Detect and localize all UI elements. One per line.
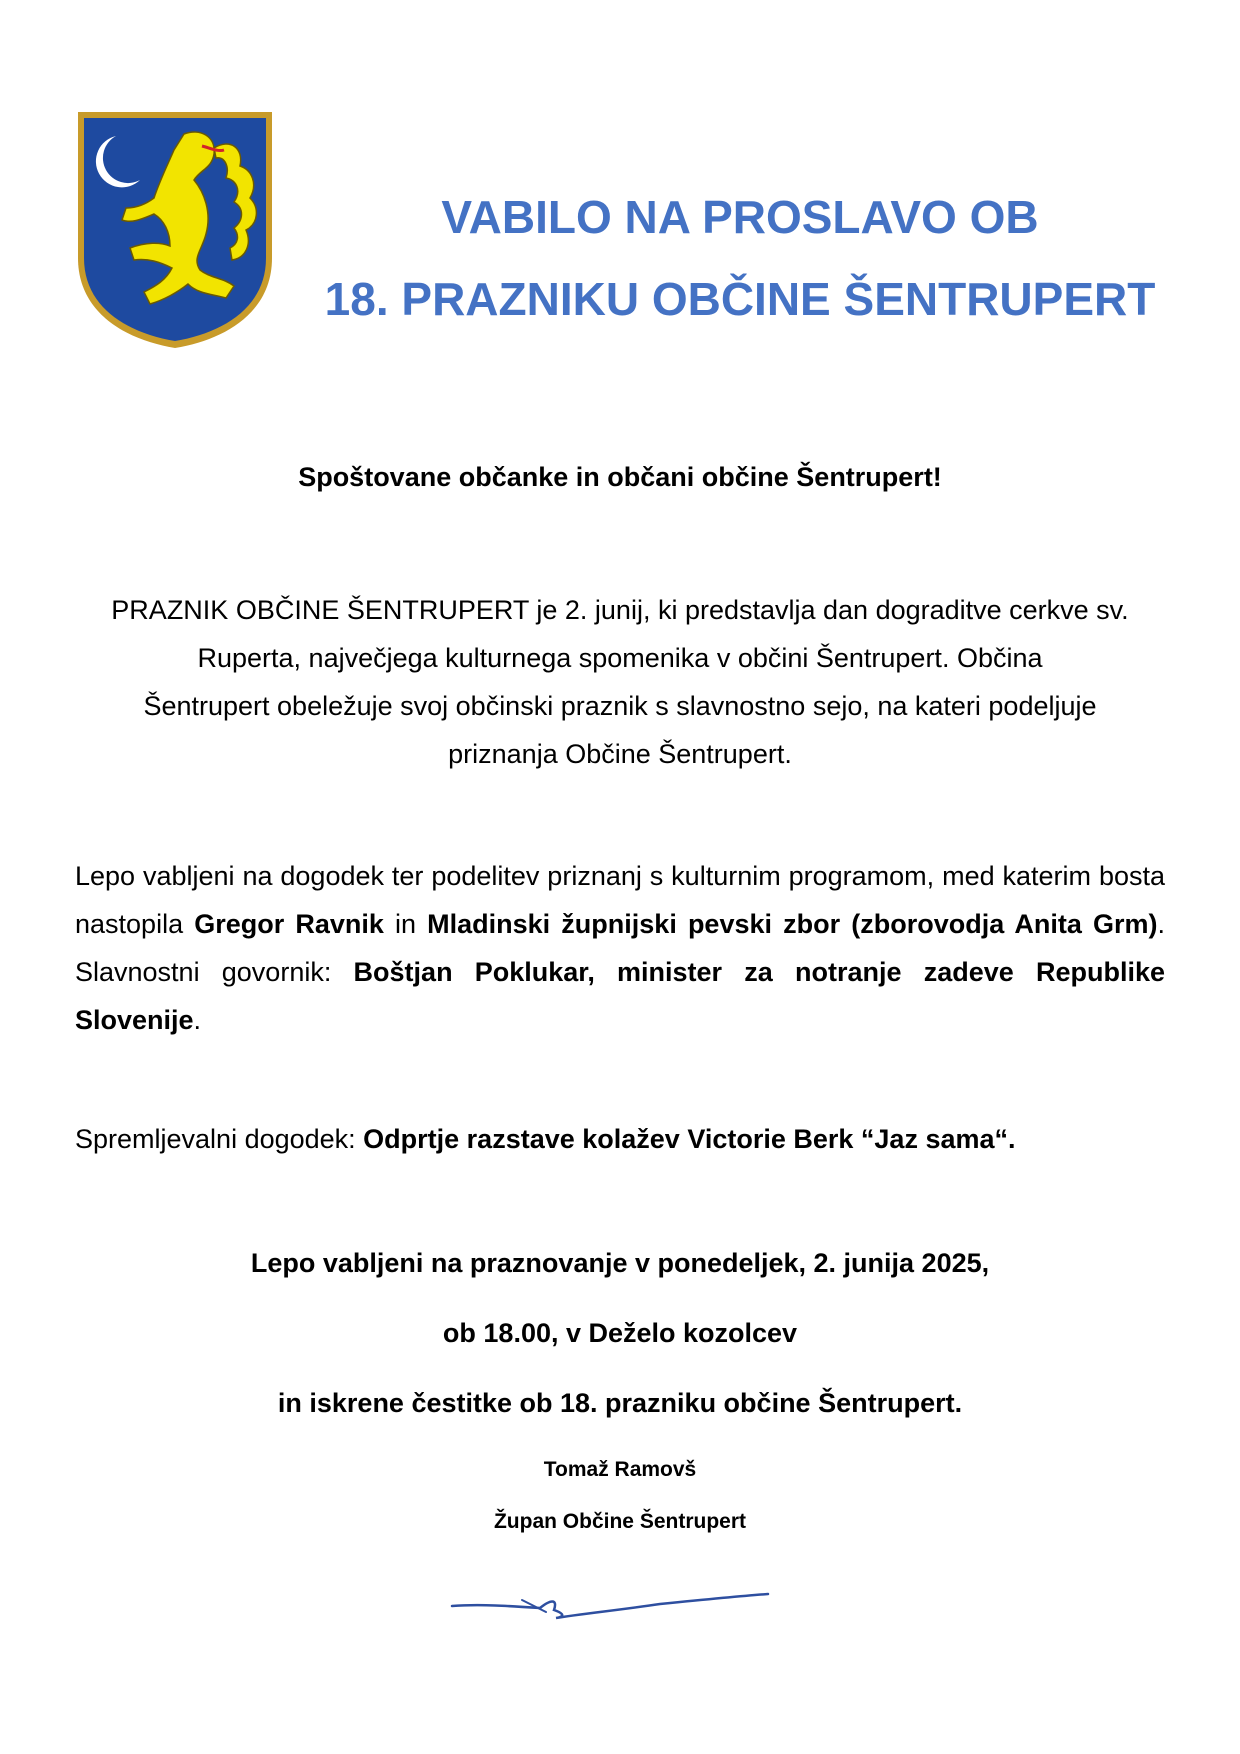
greeting: Spoštovane občanke in občani občine Šentrupert! (298, 462, 942, 492)
intro-paragraph (70, 586, 1170, 778)
coat-of-arms-icon (74, 108, 276, 352)
invite-text-4: . (193, 1005, 202, 1035)
invite-text-3: . Slavnostni govornik: (75, 909, 1165, 987)
signatory-role: Župan Občine Šentrupert (493, 1510, 747, 1533)
intro-line-3: Šentrupert obeležuje svoj občinski praznik s slavnostno sejo, na kateri podeljuje (143, 691, 1097, 721)
intro-line-2: Ruperta, največjega kulturnega spomenika v občini Šentrupert. Občina (197, 643, 1043, 673)
performer-gregor-ravnik: Gregor Ravnik (194, 909, 384, 939)
invite-text-2: in (383, 909, 428, 939)
closing-line-2: ob 18.00, v Deželo kozolcev (442, 1318, 798, 1348)
invitation-paragraph (75, 852, 1165, 1044)
handwritten-signature (450, 1582, 770, 1622)
keynote-speaker: Boštjan Poklukar, minister za notranje zadeve Republike Slovenije (75, 957, 1165, 1035)
side-event-value: Odprtje razstave kolažev Victorie Berk “Jaz sama“. (363, 1124, 1016, 1154)
signatory-name: Tomaž Ramovš (543, 1458, 697, 1481)
invitation-title (280, 176, 1200, 340)
side-event (75, 1124, 1175, 1155)
intro-line-4: priznanja Občine Šentrupert. (448, 739, 792, 769)
performer-choir: Mladinski župnijski pevski zbor (zborovodja Anita Grm) (427, 909, 1158, 939)
intro-line-1: PRAZNIK OBČINE ŠENTRUPERT je 2. junij, ki predstavlja dan dograditve cerkve sv. (111, 595, 1129, 625)
closing-line-1: Lepo vabljeni na praznovanje v ponedeljek, 2. junija 2025, (250, 1248, 990, 1278)
side-event-label: Spremljevalni dogodek: (75, 1124, 364, 1154)
title-line-1: VABILO NA PROSLAVO OB (441, 191, 1039, 243)
invite-text-1: Lepo vabljeni na dogodek ter podelitev priznanj s kulturnim programom, med katerim bosta nastopila (75, 861, 1165, 939)
closing-line-3: in iskrene čestitke ob 18. prazniku občine Šentrupert. (277, 1388, 963, 1418)
closing-invitation (0, 1228, 1240, 1438)
title-line-2: 18. PRAZNIKU OBČINE ŠENTRUPERT (324, 273, 1156, 325)
